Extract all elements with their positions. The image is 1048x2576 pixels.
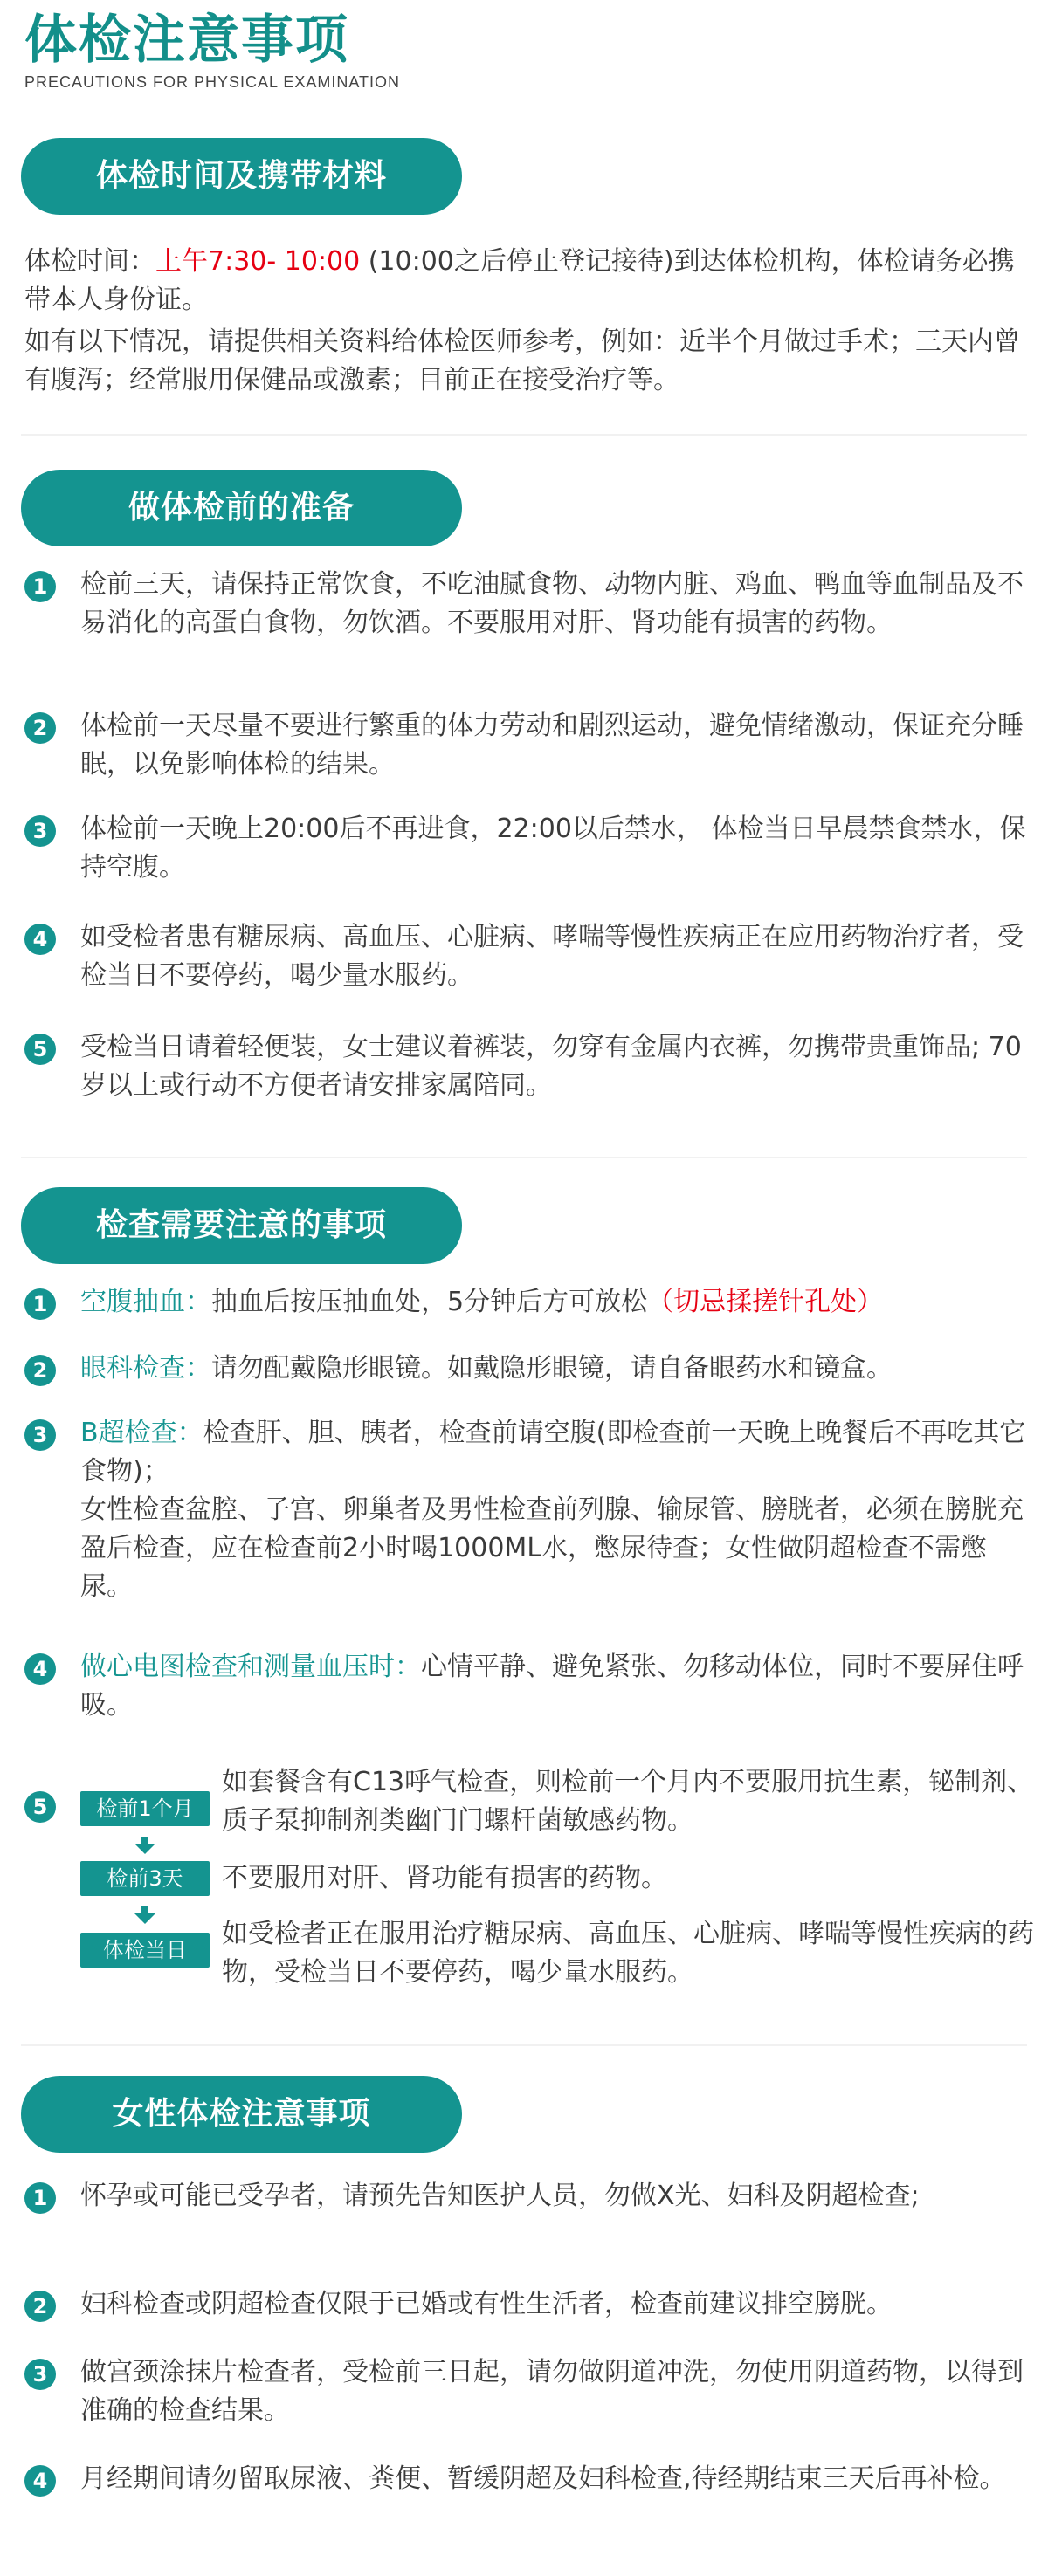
- number-badge: 1: [24, 571, 56, 602]
- item-body: 心情平静、避免紧张、勿移动体位，同时不要屏住呼吸。: [80, 1652, 1024, 1721]
- item-text: [80, 1350, 1034, 1388]
- item-text: 妇科检查或阴超检查仅限于已婚或有性生活者，检查前建议排空膀胱。: [80, 2289, 893, 2319]
- item-text: 受检当日请着轻便装，女士建议着裤装，勿穿有金属内衣裤，勿携带贵重饰品; 70岁以上或行动不方便者请安排家属陪同。: [80, 1032, 1022, 1101]
- section-title-female-notes: 女性体检注意事项: [21, 2076, 462, 2153]
- number-badge: 2: [24, 2291, 56, 2322]
- number-badge: 5: [24, 1034, 56, 1065]
- divider: [21, 2044, 1027, 2046]
- item-text: 如受检者患有糖尿病、高血压、心脏病、哮喘等慢性疾病正在应用药物治疗者，受检当日不要停药，喝少量水服药。: [80, 922, 1024, 991]
- number-badge: 3: [24, 2359, 56, 2390]
- number-badge: 4: [24, 1653, 56, 1685]
- number-badge: 2: [24, 712, 56, 744]
- divider: [21, 1157, 1027, 1158]
- item-body: 抽血后按压抽血处，5分钟后方可放松: [211, 1287, 648, 1317]
- item-text: 月经期间请勿留取尿液、粪便、暂缓阴超及妇科检查,待经期结束三天后再补检。: [80, 2463, 1006, 2494]
- item-body: 请勿配戴隐形眼镜。如戴隐形眼镜，请自备眼药水和镜盒。: [211, 1353, 893, 1384]
- divider: [21, 434, 1027, 436]
- item-text: 检前三天，请保持正常饮食，不吃油腻食物、动物内脏、鸡血、鸭血等血制品及不易消化的高蛋白食物，勿饮酒。不要服用对肝、肾功能有损害的药物。: [80, 569, 1024, 638]
- number-badge: 4: [24, 2465, 56, 2497]
- page-subtitle: PRECAUTIONS FOR PHYSICAL EXAMINATION: [24, 73, 401, 91]
- medical-history-note: 如有以下情况，请提供相关资料给体检医师参考，例如：近半个月做过手术；三天内曾有腹泻；经常服用保健品或激素；目前正在接受治疗等。: [24, 326, 1020, 395]
- item-body: 检查肝、胆、胰者，检查前请空腹(即检查前一天晚上晚餐后不再吃其它食物)；: [80, 1418, 1026, 1487]
- item-label: 做心电图检查和测量血压时：: [80, 1652, 421, 1682]
- section-title-preparation: 做体检前的准备: [21, 470, 462, 546]
- timeline-step-label: 检前3天: [80, 1861, 210, 1896]
- number-badge: 3: [24, 1419, 56, 1451]
- arrow-down-icon: [134, 1844, 155, 1854]
- timeline-step-label: 体检当日: [80, 1933, 210, 1968]
- arrow-down-icon: [141, 1837, 148, 1844]
- number-badge: 4: [24, 924, 56, 955]
- number-badge: 5: [24, 1791, 56, 1823]
- item-label: B超检查：: [80, 1418, 203, 1448]
- timeline-item: [24, 1763, 1038, 2025]
- section-title-exam-notes: 检查需要注意的事项: [21, 1187, 462, 1264]
- item-text: [80, 1283, 1034, 1322]
- section-title-time-materials: 体检时间及携带材料: [21, 138, 462, 215]
- item-text: 体检前一天尽量不要进行繁重的体力劳动和剧烈运动，避免情绪激动，保证充分睡眠，以免影响体检的结果。: [80, 711, 1024, 780]
- item-text: 做宫颈涂抹片检查者，受检前三日起，请勿做阴道冲洗，勿使用阴道药物，以得到准确的检查结果。: [80, 2357, 1024, 2426]
- item-label: 空腹抽血：: [80, 1287, 211, 1317]
- warning-text: （切忌揉搓针孔处）: [647, 1287, 884, 1317]
- page-header: [24, 5, 400, 92]
- number-badge: 2: [24, 1355, 56, 1386]
- item-text: 体检前一天晚上20:00后不再进食，22:00以后禁水， 体检当日早晨禁食禁水，保持空腹。: [80, 814, 1026, 883]
- exam-time-rest: (10:00之后停止登记接待)到达体检机构，体检请务必携带本人身份证。: [24, 246, 1015, 315]
- arrow-down-icon: [141, 1906, 148, 1913]
- number-badge: 1: [24, 2182, 56, 2214]
- item-text: [80, 1648, 1034, 1725]
- page-title: 体检注意事项: [24, 10, 349, 71]
- item-text: 怀孕或可能已受孕者，请预先告知医护人员，勿做X光、妇科及阴超检查;: [80, 2181, 920, 2211]
- timeline-step-label: 检前1个月: [80, 1791, 210, 1826]
- exam-time-hours: 上午7:30- 10:00: [155, 246, 361, 277]
- item-body-extra: 女性检查盆腔、子宫、卵巢者及男性检查前列腺、输尿管、膀胱者，必须在膀胱充盈后检查，应在检查前2小时喝1000ML水，憋尿待查；女性做阴超检查不需憋尿。: [80, 1494, 1024, 1602]
- timeline-step-text: 如受检者正在服用治疗糖尿病、高血压、心脏病、哮喘等慢性疾病的药物，受检当日不要停药，喝少量水服药。: [222, 1919, 1034, 1988]
- arrow-down-icon: [134, 1913, 155, 1924]
- number-badge: 3: [24, 815, 56, 847]
- number-badge: 1: [24, 1288, 56, 1320]
- timeline-step-text: 不要服用对肝、肾功能有损害的药物。: [222, 1863, 667, 1893]
- item-label: 眼科检查：: [80, 1353, 211, 1384]
- item-text: [80, 1414, 1034, 1606]
- exam-time-text: [24, 243, 1029, 319]
- exam-time-label: 体检时间：: [24, 246, 155, 277]
- timeline-step-text: 如套餐含有C13呼气检查，则检前一个月内不要服用抗生素，铋制剂、质子泵抑制剂类幽门门螺杆菌敏感药物。: [222, 1767, 1034, 1836]
